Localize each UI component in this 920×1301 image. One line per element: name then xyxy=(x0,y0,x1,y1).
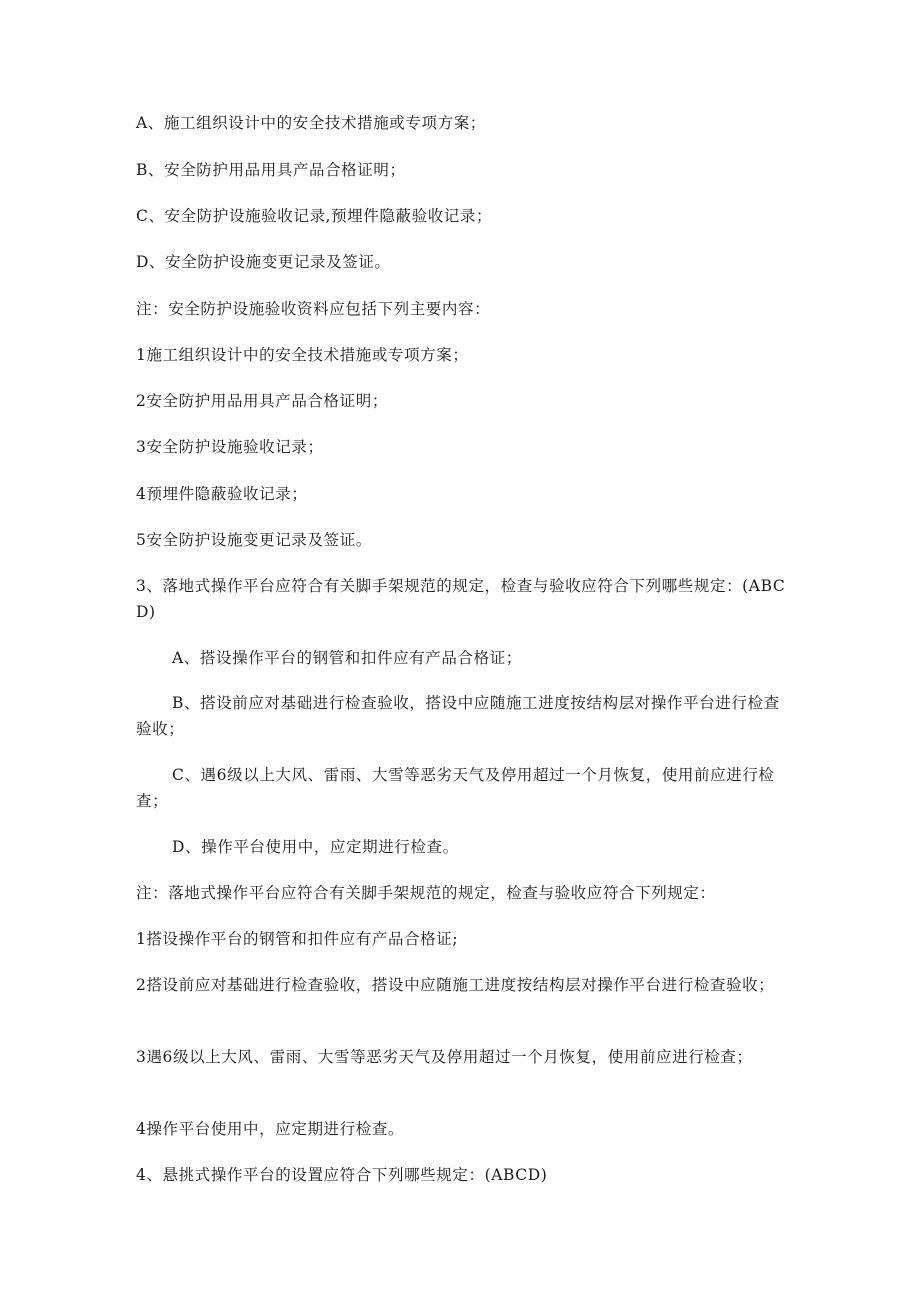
question-3: 3、落地式操作平台应符合有关脚手架规范的规定，检查与验收应符合下列哪些规定：(ABCD) xyxy=(136,577,786,621)
note-item-1-5: 5安全防护设施变更记录及签证。 xyxy=(136,531,372,549)
note-heading-2: 注：落地式操作平台应符合有关脚手架规范的规定，检查与验收应符合下列规定： xyxy=(136,884,716,902)
note-item-2-3: 3遇6级以上大风、雷雨、大雪等恶劣天气及停用超过一个月恢复，使用前应进行检查； xyxy=(136,1048,753,1066)
note-heading-1: 注：安全防护设施验收资料应包括下列主要内容： xyxy=(136,300,491,318)
note-item-2-4: 4操作平台使用中，应定期进行检查。 xyxy=(136,1120,405,1138)
note-item-1-2: 2安全防护用品用具产品合格证明； xyxy=(136,392,388,410)
note-item-1-1: 1施工组织设计中的安全技术措施或专项方案； xyxy=(136,346,469,364)
question-3-option-a: A、搭设操作平台的钢管和扣件应有产品合格证； xyxy=(172,649,522,667)
question-3-option-c: C、遇6级以上大风、雷雨、大雪等恶劣天气及停用超过一个月恢复，使用前应进行检查； xyxy=(136,766,775,810)
paragraph-option-d: D、安全防护设施变更记录及签证。 xyxy=(136,253,391,271)
note-item-1-3: 3安全防护设施验收记录； xyxy=(136,438,324,456)
paragraph-option-a: A、施工组织设计中的安全技术措施或专项方案； xyxy=(136,114,486,132)
note-item-2-2: 2搭设前应对基础进行检查验收，搭设中应随施工进度按结构层对操作平台进行检查验收； xyxy=(136,976,775,994)
question-4: 4、悬挑式操作平台的设置应符合下列哪些规定：(ABCD) xyxy=(136,1166,548,1184)
question-3-option-d: D、操作平台使用中，应定期进行检查。 xyxy=(172,838,459,856)
paragraph-option-c: C、安全防护设施验收记录,预埋件隐蔽验收记录； xyxy=(136,207,493,225)
paragraph-option-b: B、安全防护用品用具产品合格证明； xyxy=(136,161,406,179)
note-item-2-1: 1搭设操作平台的钢管和扣件应有产品合格证; xyxy=(136,930,459,948)
note-item-1-4: 4预埋件隐蔽验收记录； xyxy=(136,485,308,503)
question-3-option-b: B、搭设前应对基础进行检查验收，搭设中应随施工进度按结构层对操作平台进行检查验收； xyxy=(136,694,780,738)
